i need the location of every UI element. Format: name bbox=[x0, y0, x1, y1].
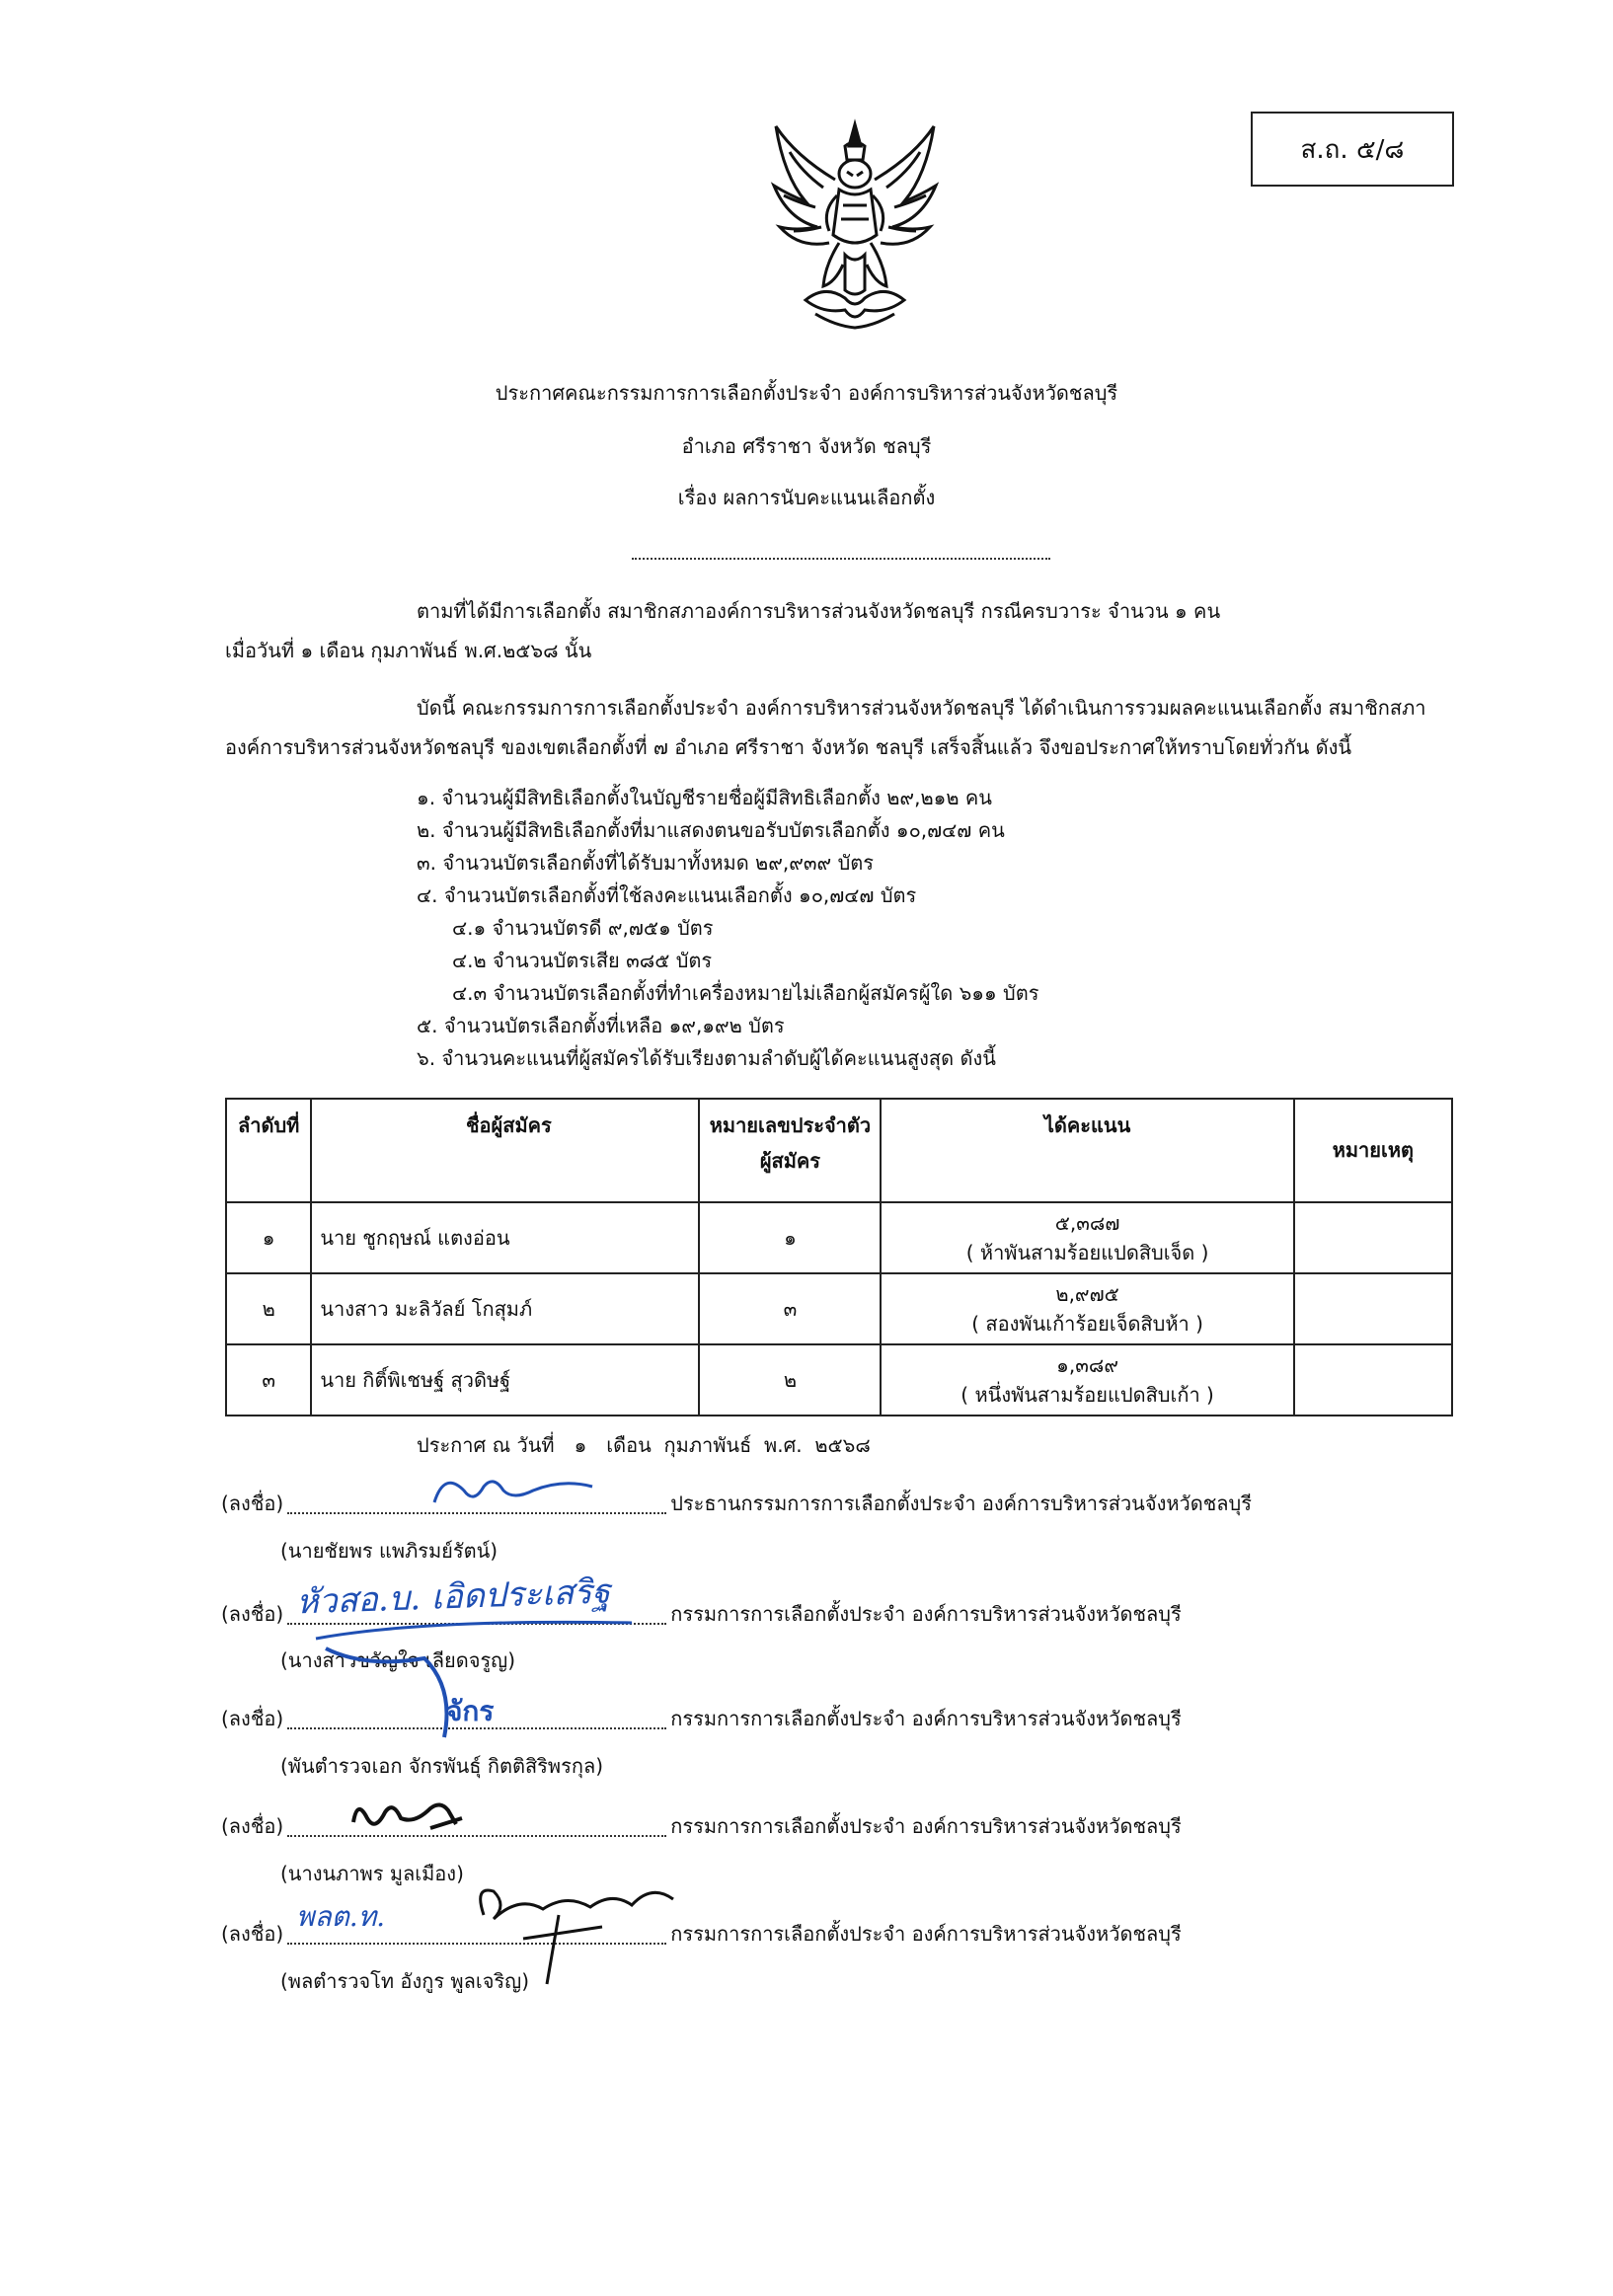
row-remark bbox=[1294, 1273, 1452, 1344]
row-score-words: ( หนึ่งพันสามร้อยแปดสิบเก้า ) bbox=[960, 1383, 1214, 1407]
header-line-1: ประกาศคณะกรรมการการเลือกตั้งประจำ องค์การบริหารส่วนจังหวัดชลบุรี bbox=[495, 381, 1118, 405]
signatory-role: กรรมการการเลือกตั้งประจำ องค์การบริหารส่วนจังหวัดชลบุรี bbox=[670, 1602, 1182, 1626]
item-4-3: ๔.๓ จำนวนบัตรเลือกตั้งที่ทำเครื่องหมายไม่เลือกผู้สมัครผู้ใด ๖๑๑ บัตร bbox=[452, 981, 1039, 1005]
sign-label: (ลงชื่อ) bbox=[221, 1814, 284, 1838]
header-subject: เรื่อง ผลการนับคะแนนเลือกตั้ง bbox=[677, 486, 936, 509]
intro-line-3: บัดนี้ คณะกรรมการการเลือกตั้งประจำ องค์การบริหารส่วนจังหวัดชลบุรี ได้ดำเนินการรวมผลคะแนนเลือกตั้ง สมาชิกสภา bbox=[417, 696, 1426, 720]
announce-day: ๑ bbox=[574, 1433, 587, 1457]
signature-line-1 bbox=[221, 1490, 1252, 1517]
item-1: ๑. จำนวนผู้มีสิทธิเลือกตั้งในบัญชีรายชื่อผู้มีสิทธิเลือกตั้ง ๒๙,๒๑๒ คน bbox=[417, 786, 992, 809]
intro-line-4: องค์การบริหารส่วนจังหวัดชลบุรี ของเขตเลือกตั้งที่ ๗ อำเภอ ศรีราชา จังหวัด ชลบุรี เสร็จสิ้นแล้ว จึงขอประกาศให้ทราบโดยทั่วกัน ดังนี้ bbox=[225, 735, 1352, 759]
row-rank: ๑ bbox=[226, 1202, 311, 1273]
row-candidate-number: ๓ bbox=[699, 1273, 881, 1344]
header-candidate-name: ชื่อผู้สมัคร bbox=[311, 1099, 699, 1202]
header-score: ได้คะแนน bbox=[881, 1099, 1293, 1202]
row-score-words: ( ห้าพันสามร้อยแปดสิบเจ็ด ) bbox=[965, 1241, 1209, 1264]
item-4-1: ๔.๑ จำนวนบัตรดี ๙,๗๕๑ บัตร bbox=[452, 916, 714, 940]
row-candidate-name: นาย กิติ์พิเชษฐ์ สุวดิษฐ์ bbox=[311, 1344, 699, 1416]
signature-5-scribble bbox=[464, 1875, 701, 1994]
handwritten-signature-2: หัวสอ.บ. เอิดประเสริฐ bbox=[295, 1571, 611, 1623]
announce-month: กุมภาพันธ์ bbox=[663, 1433, 752, 1457]
row-score bbox=[881, 1344, 1293, 1416]
sign-label: (ลงชื่อ) bbox=[221, 1602, 284, 1626]
announce-date bbox=[417, 1431, 871, 1459]
header-remark: หมายเหตุ bbox=[1294, 1099, 1452, 1202]
intro-line-1: ตามที่ได้มีการเลือกตั้ง สมาชิกสภาองค์การบริหารส่วนจังหวัดชลบุรี กรณีครบวาระ จำนวน ๑ คน bbox=[417, 599, 1221, 623]
row-candidate-number: ๒ bbox=[699, 1344, 881, 1416]
garuda-emblem bbox=[766, 116, 944, 340]
signatory-name-4: (นางนภาพร มูลเมือง) bbox=[280, 1862, 464, 1885]
sign-label: (ลงชื่อ) bbox=[221, 1707, 284, 1730]
signatory-role: ประธานกรรมการการเลือกตั้งประจำ องค์การบริหารส่วนจังหวัดชลบุรี bbox=[670, 1492, 1252, 1515]
row-score-number: ๕,๓๘๗ bbox=[1054, 1211, 1120, 1235]
row-score-number: ๑,๓๘๙ bbox=[1056, 1353, 1118, 1377]
form-code-box bbox=[1251, 112, 1454, 187]
signatory-role: กรรมการการเลือกตั้งประจำ องค์การบริหารส่วนจังหวัดชลบุรี bbox=[670, 1922, 1182, 1946]
row-score-words: ( สองพันเก้าร้อยเจ็ดสิบห้า ) bbox=[971, 1312, 1203, 1336]
sign-label: (ลงชื่อ) bbox=[221, 1492, 284, 1515]
header-rank: ลำดับที่ bbox=[226, 1099, 311, 1202]
handwritten-signature-4 bbox=[346, 1789, 474, 1838]
row-score bbox=[881, 1202, 1293, 1273]
signatory-role: กรรมการการเลือกตั้งประจำ องค์การบริหารส่วนจังหวัดชลบุรี bbox=[670, 1707, 1182, 1730]
header-candidate-number bbox=[699, 1099, 881, 1202]
signature-dots bbox=[287, 1835, 666, 1837]
table-row bbox=[226, 1344, 1452, 1416]
row-remark bbox=[1294, 1202, 1452, 1273]
results-table bbox=[225, 1098, 1453, 1416]
item-2: ๒. จำนวนผู้มีสิทธิเลือกตั้งที่มาแสดงตนขอรับบัตรเลือกตั้ง ๑๐,๗๔๗ คน bbox=[417, 818, 1005, 842]
header-candidate-number-line-1: หมายเลขประจำตัว bbox=[709, 1113, 872, 1137]
handwritten-signature-5: พลต.ท. bbox=[296, 1900, 386, 1933]
item-6: ๖. จำนวนคะแนนที่ผู้สมัครได้รับเรียงตามลำดับผู้ได้คะแนนสูงสุด ดังนี้ bbox=[417, 1046, 996, 1070]
announce-year: ๒๕๖๘ bbox=[814, 1433, 871, 1457]
handwritten-signature-3: จักร bbox=[446, 1695, 495, 1727]
table-header-row bbox=[226, 1099, 1452, 1202]
announce-prefix: ประกาศ ณ วันที่ bbox=[417, 1433, 555, 1457]
header-candidate-number-line-2: ผู้สมัคร bbox=[759, 1149, 821, 1173]
header-line-2: อำเภอ ศรีราชา จังหวัด ชลบุรี bbox=[681, 434, 932, 458]
item-5: ๕. จำนวนบัตรเลือกตั้งที่เหลือ ๑๙,๑๙๒ บัตร bbox=[417, 1014, 785, 1037]
header-divider bbox=[632, 558, 1050, 560]
announce-year-label: พ.ศ. bbox=[764, 1433, 803, 1457]
row-score bbox=[881, 1273, 1293, 1344]
item-3: ๓. จำนวนบัตรเลือกตั้งที่ได้รับมาทั้งหมด ๒๙,๙๓๙ บัตร bbox=[417, 851, 874, 875]
row-remark bbox=[1294, 1344, 1452, 1416]
row-rank: ๒ bbox=[226, 1273, 311, 1344]
handwritten-signature-1 bbox=[424, 1461, 622, 1520]
signatory-name-2: (นางสาวขวัญใจ เลียดจรูญ) bbox=[280, 1648, 516, 1672]
signatory-role: กรรมการการเลือกตั้งประจำ องค์การบริหารส่วนจังหวัดชลบุรี bbox=[670, 1814, 1182, 1838]
row-candidate-name: นางสาว มะลิวัลย์ โกสุมภ์ bbox=[311, 1273, 699, 1344]
sign-label: (ลงชื่อ) bbox=[221, 1922, 284, 1946]
item-4-2: ๔.๒ จำนวนบัตรเสีย ๓๘๕ บัตร bbox=[452, 949, 713, 972]
row-score-number: ๒,๙๗๕ bbox=[1055, 1282, 1119, 1306]
row-candidate-number: ๑ bbox=[699, 1202, 881, 1273]
announce-month-label: เดือน bbox=[606, 1433, 652, 1457]
signatory-name-5: (พลตำรวจโท อังกูร พูลเจริญ) bbox=[280, 1969, 530, 1993]
item-4: ๔. จำนวนบัตรเลือกตั้งที่ใช้ลงคะแนนเลือกตั้ง ๑๐,๗๔๗ บัตร bbox=[417, 883, 917, 907]
intro-line-2: เมื่อวันที่ ๑ เดือน กุมภาพันธ์ พ.ศ.๒๕๖๘ นั้น bbox=[225, 639, 592, 662]
table-row bbox=[226, 1273, 1452, 1344]
row-rank: ๓ bbox=[226, 1344, 311, 1416]
signatory-name-3: (พันตำรวจเอก จักรพันธุ์ กิตติสิริพรกุล) bbox=[280, 1754, 604, 1778]
form-code: ส.ถ. ๕/๘ bbox=[1300, 134, 1405, 165]
row-candidate-name: นาย ชูกฤษณ์ แตงอ่อน bbox=[311, 1202, 699, 1273]
table-row bbox=[226, 1202, 1452, 1273]
signatory-name-1: (นายชัยพร แพภิรมย์รัตน์) bbox=[280, 1539, 499, 1563]
